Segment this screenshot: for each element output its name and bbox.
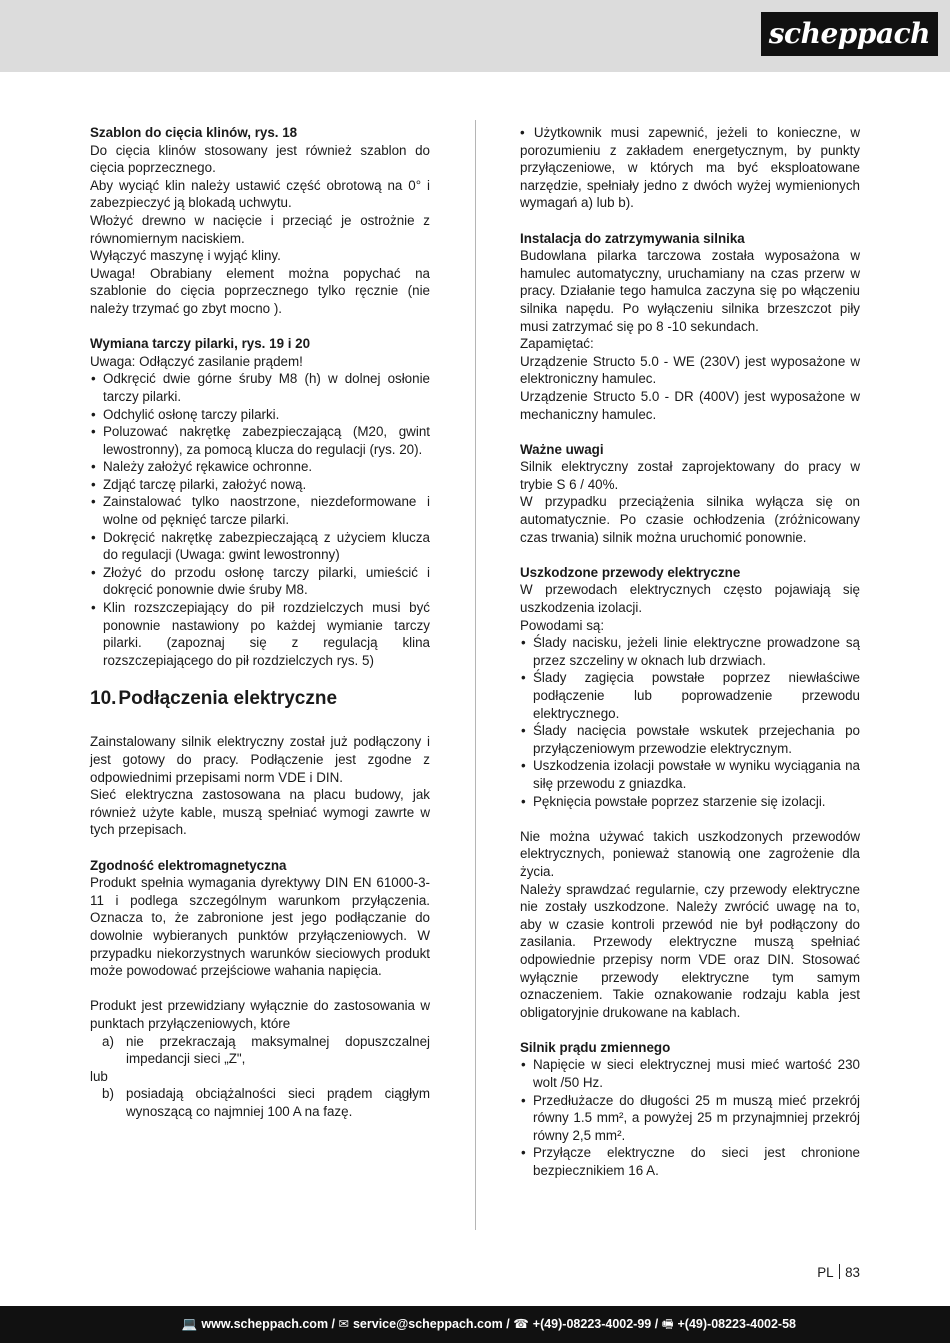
list-item: • Należy założyć rękawice ochronne.	[90, 458, 430, 476]
left-column	[90, 124, 430, 1120]
phone-icon: ☎	[513, 1317, 529, 1331]
page-number-value: 83	[845, 1265, 860, 1280]
list-item: • Zdjąć tarczę pilarki, założyć nową.	[90, 476, 430, 494]
separator	[839, 1264, 841, 1279]
chapter-number: 10.	[90, 688, 117, 710]
paragraph: Silnik elektryczny został zaprojektowany do pracy w trybie S 6 / 40%.	[520, 459, 860, 492]
paragraph: Uwaga! Obrabiany element można popychać na szablonie do cięcia poprzecznego tylko ręcznie (nie należy trzymać go zbyt mocno ).	[90, 265, 430, 316]
fax-number: +(49)-08223-4002-58	[677, 1317, 796, 1331]
paragraph: Aby wyciąć klin należy ustawić część obrotową na 0° i zabezpieczyć ją blokadą uchwytu.	[90, 177, 430, 211]
list-item: • Pęknięcia powstałe poprzez starzenie się izolacji.	[520, 793, 860, 811]
section-title: Uszkodzone przewody elektryczne	[520, 564, 741, 580]
paragraph: • Użytkownik musi zapewnić, jeżeli to konieczne, w porozumieniu z zakładem energetycznym, by punkty przyłączeniowe, w których ma być eksploatowane narzędzie, spełniały jedno z dwóch wyżej wymienionych wymagań a) lub b).	[520, 125, 860, 211]
list-item: • Odchylić osłonę tarczy pilarki.	[90, 406, 430, 424]
list-item: • Dokręcić nakrętkę zabezpieczającą z użyciem klucza do regulacji (Uwaga: gwint lewostronny)	[90, 529, 430, 564]
list-item: • Uszkodzenia izolacji powstałe w wyniku wyciągania na siłę przewodu z gniazdka.	[520, 757, 860, 792]
item-text: nie przekraczają maksymalnej dopuszczalnej impedancji sieci „Z",	[126, 1033, 430, 1067]
bullet-list	[520, 634, 860, 810]
bullet-list	[90, 370, 430, 669]
list-item-a	[90, 1033, 430, 1068]
paragraph: Należy sprawdzać regularnie, czy przewody elektryczne nie zostały uszkodzone. Należy zwrócić uwagę na to, aby w czasie kontroli przewód nie był podłączony do zasilania. Przewody elektryczne muszą spełniać odpowiednie przepisy norm VDE oraz DIN. Stosować wyłącznie przewody elektryczne tym samym oznaczeniem. Takie oznakowanie rodzaju kabla jest obligatoryjnie drukowane na kablach.	[520, 881, 860, 1020]
paragraph: W przewodach elektrycznych często pojawiają się uszkodzenia izolacji.	[520, 582, 860, 616]
section-title: Wymiana tarczy pilarki, rys. 19 i 20	[90, 336, 311, 352]
list-item: • Złożyć do przodu osłonę tarczy pilarki, umieścić i dokręcić ponownie dwie śruby M8.	[90, 564, 430, 599]
mail-icon: ✉	[338, 1317, 349, 1331]
section-title: Ważne uwagi	[520, 441, 604, 457]
paragraph: Zainstalowany silnik elektryczny został już podłączony i jest gotowy do pracy. Podłączenie jest zgodne z odpowiednimi przepisami norm VDE i DIN.	[90, 734, 430, 785]
paragraph: Sieć elektryczna zastosowana na placu budowy, jak również użyte kable, muszą spełniać wymogi zawrte w tych przepisach.	[90, 787, 430, 838]
paragraph: Urządzenie Structo 5.0 - DR (400V) jest wyposażone w mechaniczny hamulec.	[520, 388, 860, 422]
chapter-heading	[90, 687, 430, 711]
list-item: • Klin rozszczepiający do pił rozdzielczych musi być ponownie nastawiony po każdej wymianie tarczy pilarki. (zapoznaj się z regulacją klina rozszczepiającego do pił rozdzielczych rys. 5)	[90, 599, 430, 669]
language-code: PL	[817, 1265, 834, 1280]
paragraph: Zapamiętać:	[520, 336, 594, 352]
list-item: • Poluzować nakrętkę zabezpieczającą (M20, gwint lewostronny), za pomocą klucza do regulacji (rys. 20).	[90, 423, 430, 458]
chapter-title: Podłączenia elektryczne	[118, 688, 338, 710]
paragraph: Włożyć drewno w nacięcie i przeciąć je ostrożnie z równomiernym naciskiem.	[90, 212, 430, 246]
page-number	[817, 1264, 860, 1280]
list-item: • Napięcie w sieci elektrycznej musi mieć wartość 230 wolt /50 Hz.	[520, 1056, 860, 1091]
paragraph: Produkt spełnia wymagania dyrektywy DIN EN 61000-3-11 i podlega szczególnym warunkom przyłączenia. Oznacza to, że zabronione jest jego podłączanie do dowolnie wybieranych punktów przyłączeniowych. W przypadku niekorzystnych warunków sieciowych produkt może powodować przejściowe wahania napięcia.	[90, 875, 430, 979]
item-text: posiadają obciążalności sieci prądem ciągłym wynoszącą co najmniej 100 A na fazę.	[126, 1086, 430, 1119]
list-item: • Zainstalować tylko naostrzone, niezdeformowane i wolne od pęknięć tarcze pilarki.	[90, 493, 430, 528]
phone-number: +(49)-08223-4002-99 /	[532, 1317, 659, 1331]
list-item: • Ślady zagięcia powstałe poprzez niewłaściwe podłączenie lub poprowadzenie przewodu elektrycznego.	[520, 669, 860, 722]
paragraph: Powodami są:	[520, 617, 605, 633]
paragraph: Wyłączyć maszynę i wyjąć kliny.	[90, 248, 281, 264]
brand-logo: scheppach	[761, 12, 938, 56]
computer-icon: 💻	[181, 1317, 198, 1331]
list-item: • Przyłącze elektryczne do sieci jest chronione bezpiecznikiem 16 A.	[520, 1144, 860, 1179]
footer-bar	[0, 1306, 950, 1343]
fax-icon: 🖷	[661, 1317, 674, 1331]
right-column	[520, 124, 860, 1180]
list-item: • Odkręcić dwie górne śruby M8 (h) w dolnej osłonie tarczy pilarki.	[90, 370, 430, 405]
section-title: Zgodność elektromagnetyczna	[90, 857, 287, 873]
section-title: Silnik prądu zmiennego	[520, 1039, 671, 1055]
paragraph: Urządzenie Structo 5.0 - WE (230V) jest wyposażone w elektroniczny hamulec.	[520, 353, 860, 387]
item-label: b)	[102, 1086, 114, 1102]
paragraph: Uwaga: Odłączyć zasilanie prądem!	[90, 353, 303, 369]
section-title: Szablon do cięcia klinów, rys. 18	[90, 125, 298, 140]
paragraph: Budowlana pilarka tarczowa została wyposażona w hamulec automatyczny, uruchamiany na czas przerw w pracy. Działanie tego hamulca zaczyna się po włączeniu silnika napędu. Po wyłączeniu silnika brzeszczot piły musi zatrzymać się po 8 -10 sekundach.	[520, 248, 860, 334]
section-title: Instalacja do zatrzymywania silnika	[520, 230, 745, 246]
email-link[interactable]: service@scheppach.com /	[352, 1317, 510, 1331]
list-item-b	[90, 1085, 430, 1120]
paragraph: W przypadku przeciążenia silnika wyłącza się on automatycznie. Po czasie ochłodzenia (zróżnicowany czas trwania) silnik można uruchomić ponownie.	[520, 494, 860, 545]
list-item: • Przedłużacze do długości 25 m muszą mieć przekrój równy 1.5 mm², a powyżej 25 m przynajmniej przekrój równy 2,5 mm².	[520, 1092, 860, 1145]
item-label: a)	[102, 1033, 114, 1049]
list-item: • Ślady nacisku, jeżeli linie elektryczne prowadzone są przez szczeliny w oknach lub drzwiach.	[520, 634, 860, 669]
website-link[interactable]: www.scheppach.com /	[201, 1317, 336, 1331]
paragraph: Produkt jest przewidziany wyłącznie do zastosowania w punktach przyłączeniowych, które	[90, 998, 430, 1031]
paragraph: Nie można używać takich uszkodzonych przewodów elektrycznych, ponieważ stanowią one zagrożenie dla życia.	[520, 828, 860, 879]
column-divider	[475, 120, 476, 1230]
paragraph: lub	[90, 1068, 108, 1084]
paragraph: Do cięcia klinów stosowany jest również szablon do cięcia poprzecznego.	[90, 142, 430, 176]
bullet-list	[520, 1056, 860, 1179]
list-item: • Ślady nacięcia powstałe wskutek przejechania po przyłączeniowym przewodzie elektrycznym.	[520, 722, 860, 757]
